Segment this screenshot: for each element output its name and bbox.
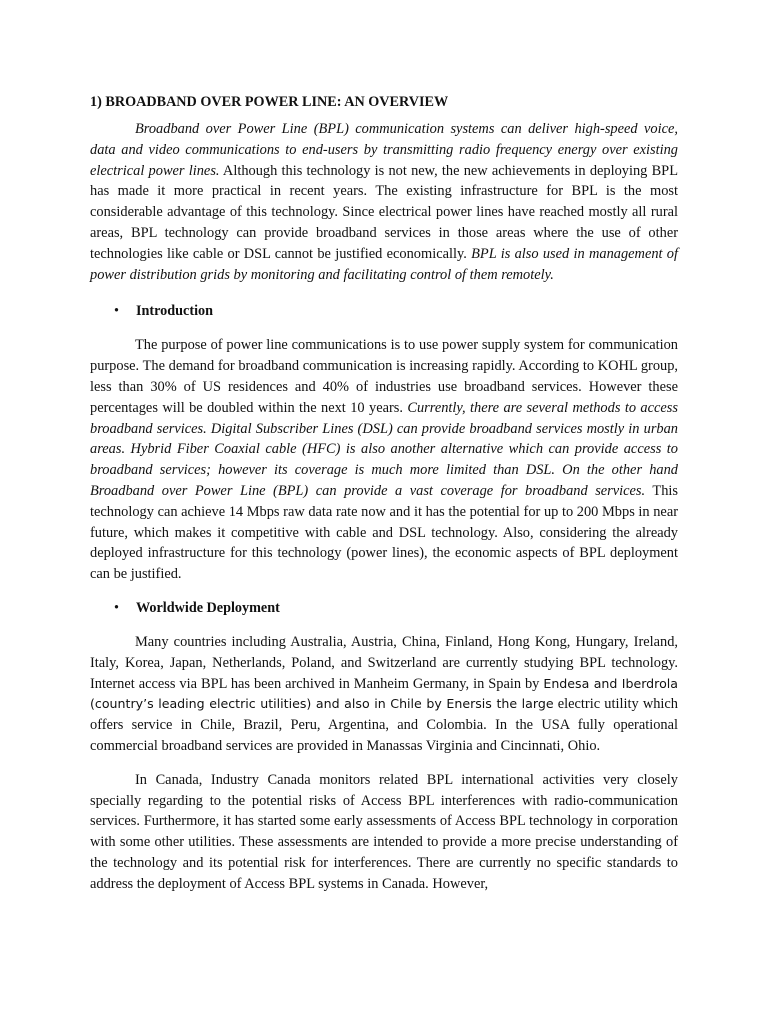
canada-text-1: In Canada, Industry Canada monitors related BPL international activities very closely specially regarding to the potential risks of Access BPL interferences with radio-communication services. Furthermore, it has started some early assessments of Access BPL technology in corporation with some other utilities. These assessments are intended to provide a more precise understanding of the technology and its potential risk for interferences. There are currently no specific standards to address the deployment of Access BPL systems in Canada. However,: [90, 771, 678, 892]
document-page: [90, 92, 678, 895]
introduction-paragraph: [90, 335, 678, 585]
bullet-dot-icon: •: [114, 303, 119, 320]
introduction-italic-1: Currently, there are several methods to access broadband services. Digital Subscriber Lines (DSL) can provide broadband services mostly in urban areas. Hybrid Fiber Coaxial cable (HFC) is also another alternative which can provide access to broadband services; however its coverage is much more limited than DSL. On the other hand Broadband over Power Line (BPL) can provide a vast coverage for broadband services.: [90, 399, 678, 499]
deployment-text-1: Many countries including Australia, Austria, China, Finland, Hong Kong, Hungary, Ireland, Italy, Korea, Japan, Netherlands, Poland, and Switzerland are currently studying BPL technology. Internet access via BPL has been archived in Manheim Germany, in Spain by: [90, 633, 678, 692]
overview-italic-2: BPL is also used in management of power distribution grids by monitoring and facilitating control of them remotely.: [90, 245, 678, 283]
bullet-introduction-label: Introduction: [136, 303, 213, 320]
bullet-dot-icon: •: [114, 599, 119, 616]
bullet-worldwide-deployment: [90, 598, 678, 618]
bullet-worldwide-label: Worldwide Deployment: [136, 599, 280, 616]
introduction-text-2: This technology can achieve 14 Mbps raw data rate now and it has the potential for up to 200 Mbps in near future, which makes it competitive with cable and DSL technology. Also, considering the already deployed infrastructure for this technology (power lines), the economic aspects of BPL deployment can be justified.: [90, 482, 678, 583]
introduction-text-1: The purpose of power line communications is to use power supply system for communication purpose. The demand for broadband communication is increasing rapidly. According to KOHL group, less than 30% of US residences and 40% of industries use broadband services. However these percentages will be doubled within the next 10 years.: [90, 337, 678, 416]
overview-text-1: Although this technology is not new, the new achievements in deploying BPL has made it more practical in recent years. The existing infrastructure for BPL is the most considerable advantage of this technology. Since electrical power lines have reached mostly all rural areas, BPL technology can provide broadband services in those areas where the use of other technologies like cable or DSL cannot be justified economically.: [90, 162, 678, 262]
deployment-paragraph: [90, 632, 678, 757]
overview-paragraph: [90, 119, 678, 285]
canada-paragraph: [90, 770, 678, 895]
bullet-introduction: [90, 301, 678, 321]
deployment-alt-font-text: Endesa and Iberdrola (country’s leading electric utilities) and also in Chile by Enersis the large: [90, 675, 678, 712]
overview-italic-1: Broadband over Power Line (BPL) communication systems can deliver high-speed voice, data and video communications to end-users by transmitting radio frequency energy over existing electrical power lines.: [90, 121, 678, 179]
deployment-text-2: electric utility which offers service in Chile, Brazil, Peru, Argentina, and Colombia. In the USA fully operational commercial broadband services are provided in Manassas Virginia and Cincinnati, Ohio.: [90, 696, 678, 754]
section-heading: 1) BROADBAND OVER POWER LINE: AN OVERVIEW: [90, 94, 449, 110]
